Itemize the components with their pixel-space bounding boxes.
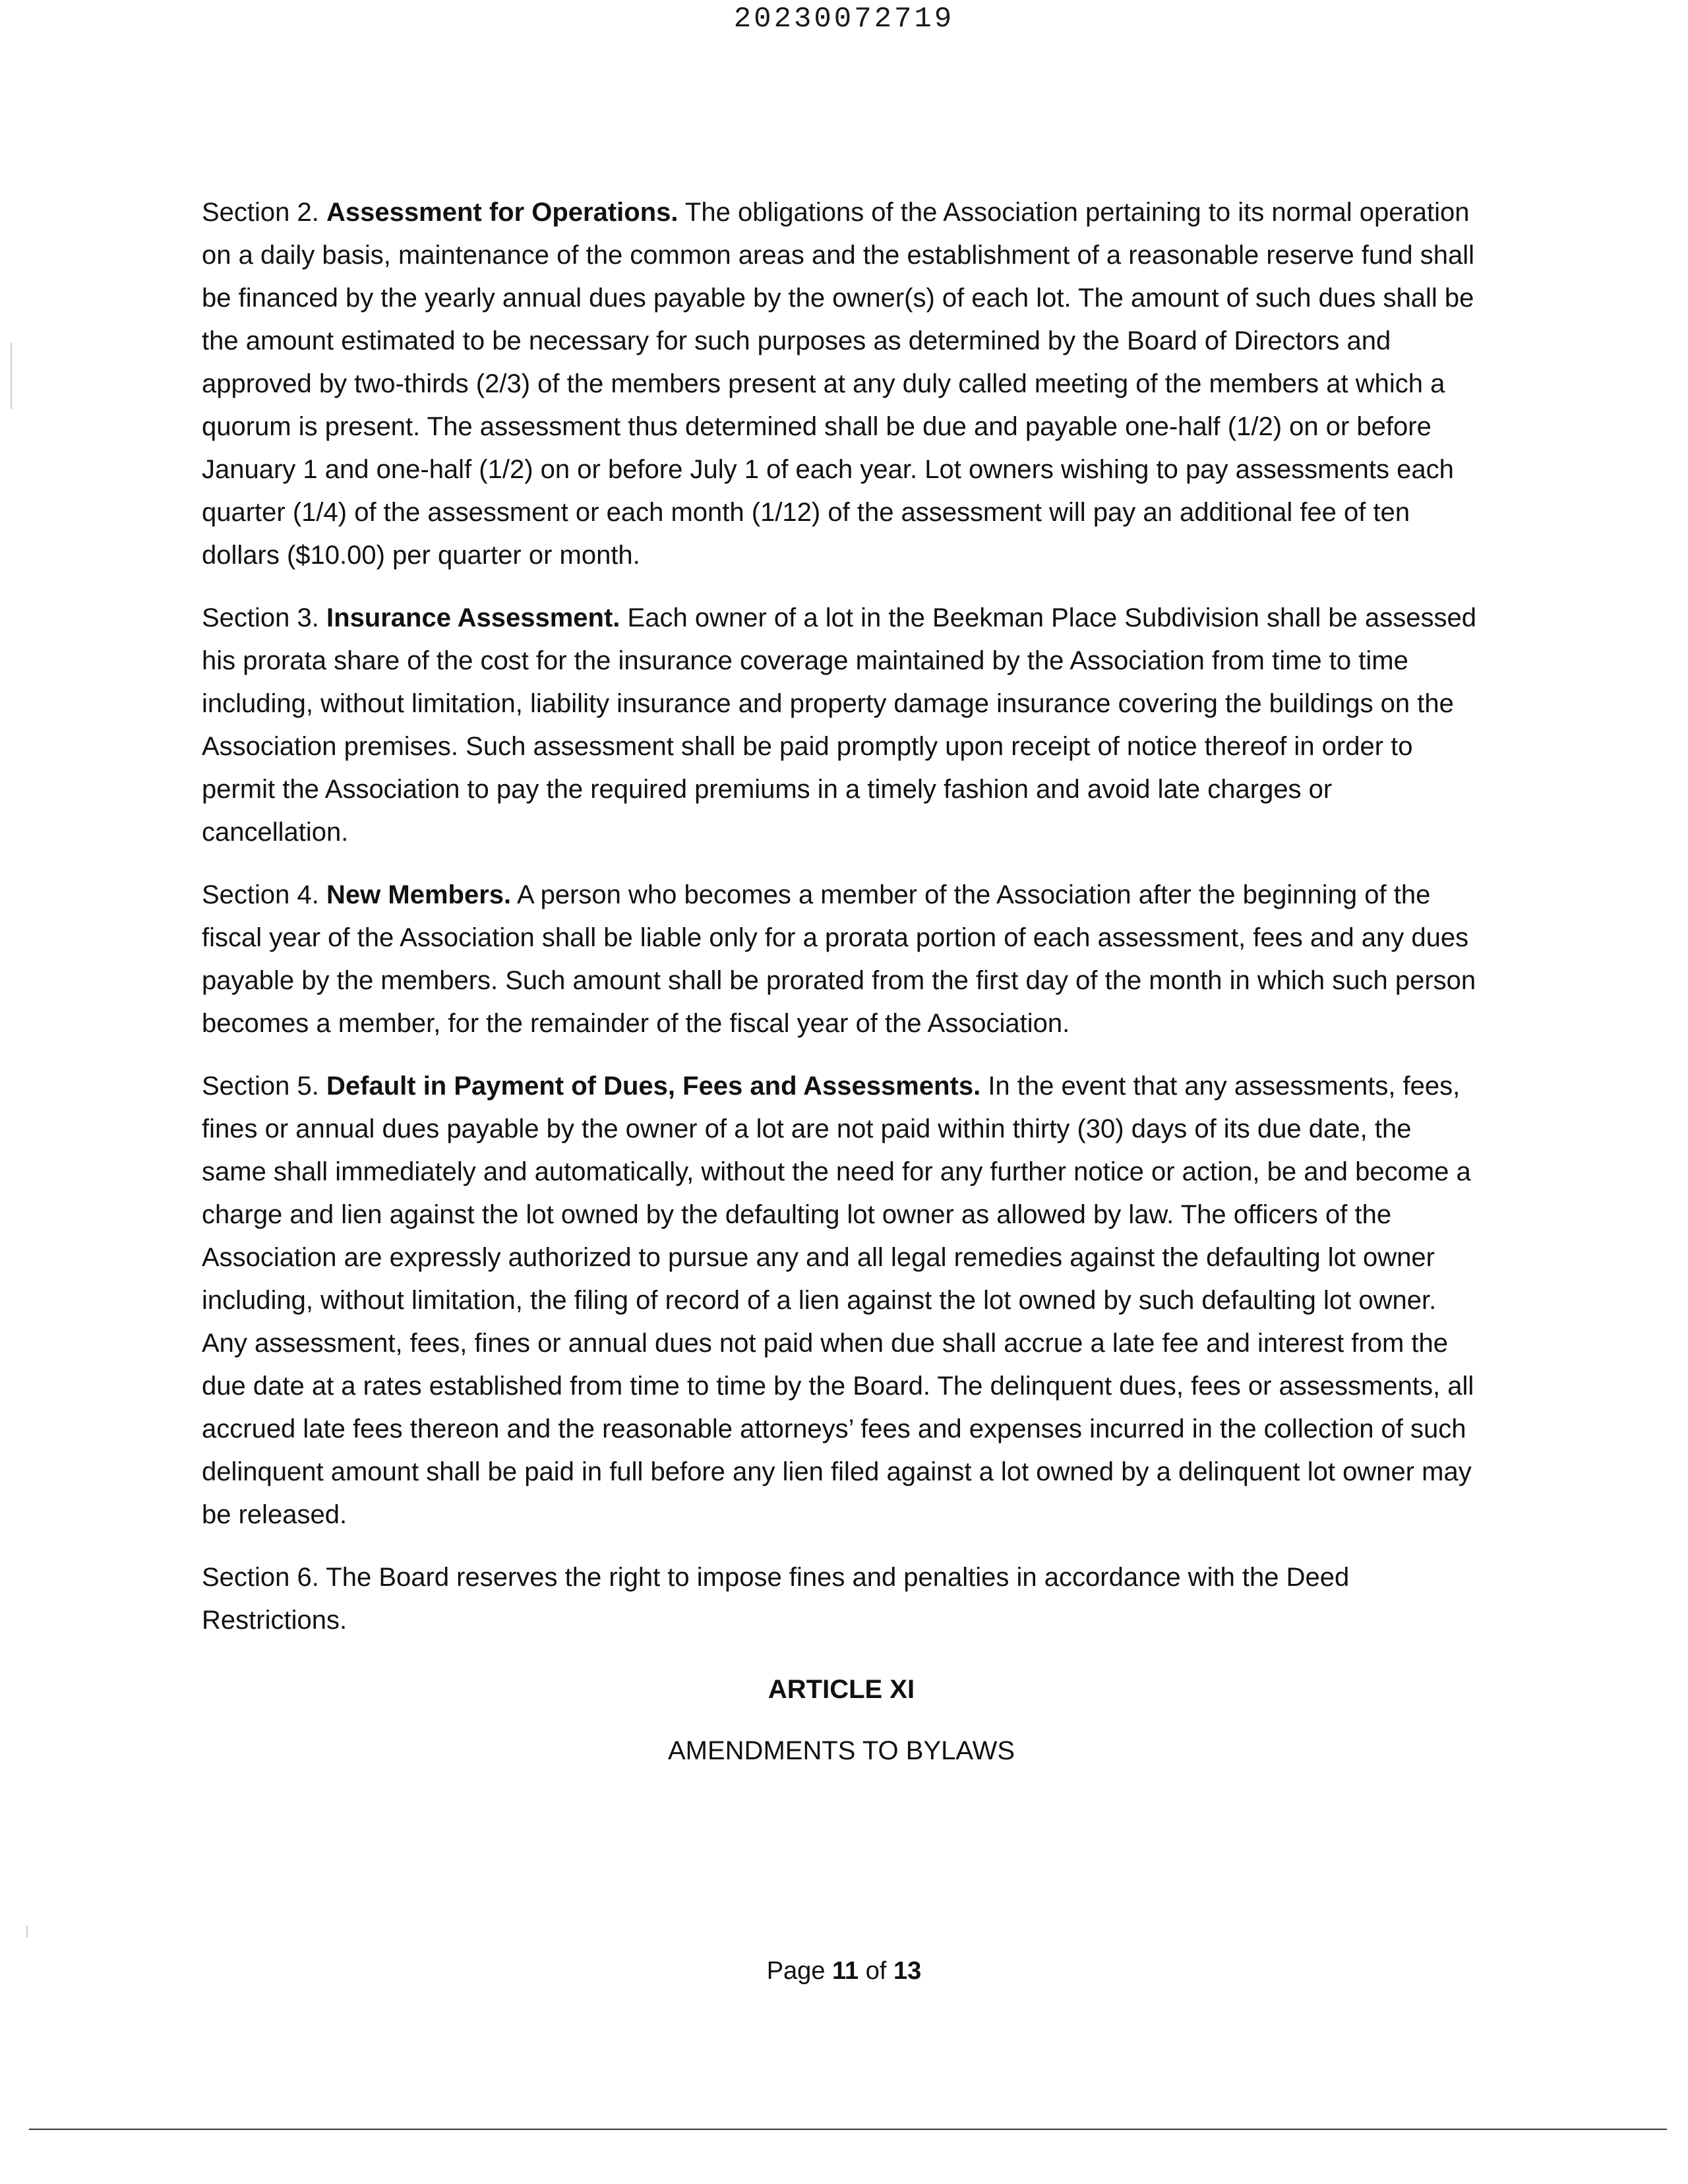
section-prefix: Section 5. <box>202 1072 319 1101</box>
section-text: Each owner of a lot in the Beekman Place Subdivision shall be assessed his prorata share of the cost for the insurance coverage maintained by the Association from time to time including, without limitation, liability insurance and property damage insurance covering the buildings on the Association premises. Such assessment shall be paid promptly upon receipt of notice thereof in order to permit the Association to pay the required premiums in a timely fashion and avoid late charges or cancellation. <box>202 603 1476 847</box>
section-text: A person who becomes a member of the Association after the beginning of the fiscal year of the Association shall be liable only for a prorata portion of each assessment, fees and any dues payable by the members. Such amount shall be prorated from the first day of the month in which such person becomes a member, for the remainder of the fiscal year of the Association. <box>202 880 1476 1038</box>
of-word: of <box>865 1957 887 1985</box>
page-footer <box>0 1957 1688 1986</box>
scan-mark <box>26 1926 28 1937</box>
article-subtitle: AMENDMENTS TO BYLAWS <box>667 1736 1015 1765</box>
section-prefix: Section 6. <box>202 1563 319 1592</box>
section-6 <box>202 1556 1481 1642</box>
section-prefix: Section 3. <box>202 603 319 632</box>
page-number: 11 <box>832 1957 859 1985</box>
document-number: 20230072719 <box>733 3 955 36</box>
section-heading: Assessment for Operations. <box>326 198 678 227</box>
section-4 <box>202 874 1481 1045</box>
page-total: 13 <box>893 1957 922 1985</box>
bottom-rule <box>29 2129 1667 2130</box>
scan-mark <box>11 343 12 409</box>
section-heading: Insurance Assessment. <box>326 603 620 632</box>
article-title: ARTICLE XI <box>768 1675 915 1704</box>
section-2 <box>202 191 1481 577</box>
section-3 <box>202 597 1481 854</box>
document-body <box>202 191 1481 1773</box>
section-heading: New Members. <box>326 880 512 909</box>
section-prefix: Section 4. <box>202 880 319 909</box>
section-5 <box>202 1065 1481 1536</box>
section-text: In the event that any assessments, fees, fines or annual dues payable by the owner of a lot are not paid within thirty (30) days of its due date, the same shall immediately and automatically, without the need for any further notice or action, be and become a charge and lien against the lot owned by the defaulting lot owner as allowed by law. The officers of the Association are expressly authorized to pursue any and all legal remedies against the defaulting lot owner including, without limitation, the filing of record of a lien against the lot owned by such defaulting lot owner. Any assessment, fees, fines or annual dues not paid when due shall accrue a late fee and interest from the due date at a rates established from time to time by the Board. The delinquent dues, fees or assessments, all accrued late fees thereon and the reasonable attorneys’ fees and expenses incurred in the collection of such delinquent amount shall be paid in full before any lien filed against a lot owned by a delinquent lot owner may be released. <box>202 1072 1474 1529</box>
section-prefix: Section 2. <box>202 198 319 227</box>
section-heading: Default in Payment of Dues, Fees and Assessments. <box>326 1072 981 1101</box>
section-text: The Board reserves the right to impose fines and penalties in accordance with the Deed Restrictions. <box>202 1563 1350 1635</box>
section-text: The obligations of the Association pertaining to its normal operation on a daily basis, maintenance of the common areas and the establishment of a reasonable reserve fund shall be financed by the yearly annual dues payable by the owner(s) of each lot. The amount of such dues shall be the amount estimated to be necessary for such purposes as determined by the Board of Directors and approved by two-thirds (2/3) of the members present at any duly called meeting of the members at which a quorum is present. The assessment thus determined shall be due and payable one-half (1/2) on or before January 1 and one-half (1/2) on or before July 1 of each year. Lot owners wishing to pay assessments each quarter (1/4) of the assessment or each month (1/12) of the assessment will pay an additional fee of ten dollars ($10.00) per quarter or month. <box>202 198 1475 570</box>
page-word: Page <box>766 1957 826 1985</box>
